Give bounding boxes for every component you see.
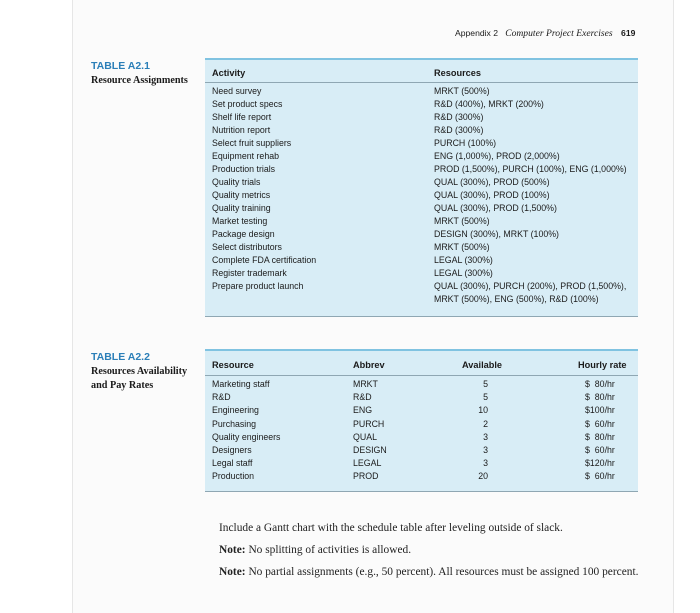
available-cell: 2 (483, 418, 488, 429)
available-cell: 3 (483, 431, 488, 442)
note-no-partial (205, 565, 645, 580)
table-row (205, 293, 638, 306)
table-row (205, 137, 638, 150)
column-header-abbrev: Abbrev (353, 360, 385, 370)
resources-cell: DESIGN (300%), MRKT (100%) (434, 229, 559, 239)
resources-cell: QUAL (300%), PROD (100%) (434, 190, 550, 200)
table-row (205, 111, 638, 124)
section-title: Computer Project Exercises (505, 28, 613, 39)
table-row (205, 457, 638, 470)
table-row (205, 85, 638, 98)
resources-cell: ENG (1,000%), PROD (2,000%) (434, 151, 560, 161)
column-header-resources: Resources (434, 68, 481, 78)
activity-cell: Register trademark (212, 268, 287, 278)
hourly-rate-cell: $ 80/hr (585, 379, 615, 389)
table-row (205, 470, 638, 483)
table-row (205, 202, 638, 215)
table-row (205, 267, 638, 280)
table2-label-block (91, 351, 203, 392)
running-header (455, 28, 635, 39)
table2-number: TABLE A2.2 (91, 351, 150, 363)
hourly-rate-cell: $ 60/hr (585, 445, 615, 455)
hourly-rate-cell: $ 60/hr (585, 471, 615, 482)
resources-cell: MRKT (500%) (434, 216, 490, 226)
resources-cell: QUAL (300%), PROD (1,500%) (434, 203, 557, 213)
abbrev-cell: LEGAL (353, 458, 382, 469)
activity-cell: Nutrition report (212, 125, 271, 135)
resource-cell: Legal staff (212, 458, 253, 469)
table-row (205, 163, 638, 176)
resource-cell: R&D (212, 392, 231, 403)
table-row (205, 418, 638, 431)
table-row (205, 189, 638, 202)
activity-cell: Need survey (212, 86, 262, 96)
activity-cell: Equipment rehab (212, 151, 279, 161)
activity-cell: Quality training (212, 203, 271, 213)
appendix-label: Appendix 2 (455, 28, 499, 38)
table-bottom-rule (205, 491, 638, 492)
hourly-rate-cell: $100/hr (585, 405, 615, 416)
resources-cell: PURCH (100%) (434, 138, 497, 148)
resources-cell: QUAL (300%), PURCH (200%), PROD (1,500%), (434, 281, 627, 291)
note-label: Note: (219, 544, 246, 556)
resources-cell: R&D (300%) (434, 125, 484, 135)
table-row (205, 391, 638, 404)
table-row (205, 280, 638, 293)
resource-assignments-table (205, 58, 638, 317)
resources-availability-table (205, 349, 638, 492)
table-row (205, 378, 638, 391)
table2-caption: Resources Availability and Pay Rates (91, 366, 188, 391)
table-row (205, 176, 638, 189)
table1-caption: Resource Assignments (91, 75, 188, 86)
resource-cell: Marketing staff (212, 379, 270, 389)
column-header-resource: Resource (212, 360, 254, 370)
resources-cell: LEGAL (300%) (434, 255, 493, 265)
resources-cell: MRKT (500%) (434, 242, 490, 252)
gantt-instruction: Include a Gantt chart with the schedule table after leveling outside of slack. (219, 522, 563, 534)
table-row (205, 431, 638, 444)
resources-cell: QUAL (300%), PROD (500%) (434, 177, 550, 187)
resource-cell: Engineering (212, 405, 259, 416)
header-rule (205, 375, 638, 376)
column-header-activity: Activity (212, 68, 246, 78)
table-row (205, 215, 638, 228)
activity-cell: Quality trials (212, 177, 261, 187)
available-cell: 3 (483, 445, 488, 455)
table-row (205, 150, 638, 163)
note-label: Note: (219, 566, 246, 578)
note-text: No splitting of activities is allowed. (248, 544, 412, 556)
available-cell: 5 (483, 379, 488, 389)
activity-cell: Package design (212, 229, 275, 239)
abbrev-cell: R&D (353, 392, 372, 403)
table1-label-block (91, 60, 203, 88)
resources-cell: LEGAL (300%) (434, 268, 493, 278)
header-rule (205, 82, 638, 83)
resources-cell: MRKT (500%) (434, 86, 490, 96)
resource-cell: Production (212, 471, 255, 482)
abbrev-cell: QUAL (353, 431, 377, 442)
available-cell: 20 (478, 471, 488, 482)
resource-cell: Quality engineers (212, 431, 281, 442)
activity-cell: Complete FDA certification (212, 255, 317, 265)
activity-cell: Shelf life report (212, 112, 272, 122)
available-cell: 3 (483, 458, 488, 469)
abbrev-cell: DESIGN (353, 445, 387, 455)
resources-cell: MRKT (500%), ENG (500%), R&D (100%) (434, 294, 599, 304)
resource-cell: Designers (212, 445, 252, 455)
table-row (205, 444, 638, 457)
activity-cell: Quality metrics (212, 190, 271, 200)
activity-cell: Select fruit suppliers (212, 138, 292, 148)
table-row (205, 254, 638, 267)
activity-cell: Production trials (212, 164, 276, 174)
hourly-rate-cell: $ 80/hr (585, 392, 615, 403)
resources-cell: R&D (300%) (434, 112, 484, 122)
resources-cell: R&D (400%), MRKT (200%) (434, 99, 544, 109)
note-text: No partial assignments (e.g., 50 percent). All resources must be assigned 100 percent. (248, 566, 639, 578)
table-row (205, 404, 638, 417)
activity-cell: Select distributors (212, 242, 282, 252)
table-row (205, 228, 638, 241)
activity-cell: Prepare product launch (212, 281, 304, 291)
resource-cell: Purchasing (212, 418, 257, 429)
column-header-available: Available (462, 360, 503, 370)
abbrev-cell: PROD (353, 471, 379, 482)
available-cell: 10 (478, 405, 488, 416)
abbrev-cell: PURCH (353, 418, 385, 429)
available-cell: 5 (483, 392, 488, 403)
table1-number: TABLE A2.1 (91, 60, 150, 72)
resources-cell: PROD (1,500%), PURCH (100%), ENG (1,000%) (434, 164, 627, 174)
table-row (205, 241, 638, 254)
abbrev-cell: MRKT (353, 379, 378, 389)
note-no-splitting (219, 543, 659, 558)
table-row (205, 124, 638, 137)
table-row (205, 98, 638, 111)
hourly-rate-cell: $ 80/hr (585, 431, 615, 442)
activity-cell: Market testing (212, 216, 268, 226)
column-header-hourly-rate: Hourly rate (578, 360, 627, 370)
table-bottom-rule (205, 316, 638, 317)
page-number: 619 (621, 28, 636, 38)
abbrev-cell: ENG (353, 405, 373, 416)
hourly-rate-cell: $120/hr (585, 458, 615, 469)
hourly-rate-cell: $ 60/hr (585, 418, 615, 429)
activity-cell: Set product specs (212, 99, 283, 109)
